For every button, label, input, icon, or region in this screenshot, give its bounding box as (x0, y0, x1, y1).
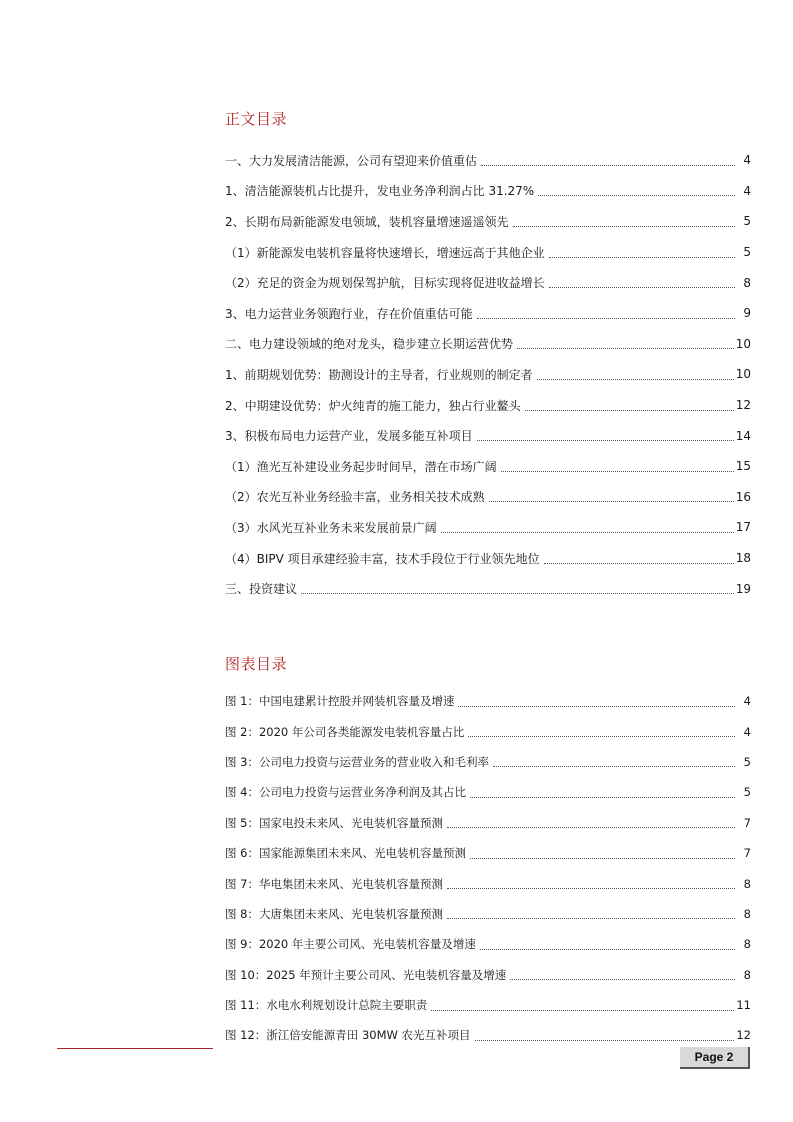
dot-leader (447, 918, 735, 919)
dot-leader (475, 1040, 735, 1041)
toc-entry-page-number: 12 (735, 398, 751, 413)
dot-leader (441, 532, 734, 533)
figure-entry-label: 图 11：水电水利规划设计总院主要职责 (225, 998, 428, 1013)
toc-entry-label: 2、长期布局新能源发电领域，装机容量增速遥遥领先 (225, 214, 509, 229)
toc-entry-label: 一、大力发展清洁能源，公司有望迎来价值重估 (225, 153, 478, 168)
toc-entry-page-number: 10 (735, 336, 751, 351)
dot-leader (470, 797, 735, 798)
toc-entry-page-number: 19 (735, 581, 751, 596)
toc-entry[interactable] (225, 451, 751, 482)
toc-entry-page-number: 14 (735, 428, 751, 443)
figure-entry-page-number: 4 (743, 694, 751, 709)
dot-leader (538, 195, 735, 196)
toc-entry-page-number: 4 (743, 153, 751, 168)
toc-entry[interactable] (225, 237, 751, 268)
toc-entry[interactable] (225, 390, 751, 421)
dot-leader (537, 379, 734, 380)
dot-leader (431, 1010, 734, 1011)
toc-entry-label: 二、电力建设领域的绝对龙头，稳步建立长期运营优势 (225, 337, 514, 352)
dot-leader (468, 736, 735, 737)
figure-entry-label: 图 2：2020 年公司各类能源发电装机容量占比 (225, 724, 465, 739)
dot-leader (544, 563, 734, 564)
figure-entry-page-number: 4 (743, 724, 751, 739)
toc-entry[interactable] (225, 267, 751, 298)
toc-entry-page-number: 16 (735, 489, 751, 504)
figure-entry[interactable] (225, 990, 751, 1020)
toc-entry-label: 3、电力运营业务领跑行业，存在价值重估可能 (225, 306, 473, 321)
toc-entry[interactable] (225, 420, 751, 451)
toc-entry[interactable] (225, 145, 751, 176)
toc-entry-page-number: 17 (735, 520, 751, 535)
dot-leader (501, 471, 734, 472)
dot-leader (480, 949, 735, 950)
figure-entry[interactable] (225, 960, 751, 990)
figure-entry[interactable] (225, 868, 751, 898)
dot-leader (447, 888, 735, 889)
toc-entry-page-number: 10 (735, 367, 751, 382)
page-number-badge: Page 2 (680, 1047, 750, 1069)
figure-entry[interactable] (225, 686, 751, 716)
figure-entry-label: 图 4：公司电力投资与运营业务净利润及其占比 (225, 785, 466, 800)
figure-entry-page-number: 8 (743, 906, 751, 921)
figure-entry-label: 图 9：2020 年主要公司风、光电装机容量及增速 (225, 937, 476, 952)
dot-leader (549, 287, 735, 288)
figure-entry-label: 图 8：大唐集团未来风、光电装机容量预测 (225, 906, 443, 921)
dot-leader (447, 827, 735, 828)
figure-entry[interactable] (225, 716, 751, 746)
toc-entry[interactable] (225, 512, 751, 543)
figure-index-list (225, 686, 751, 1051)
figure-entry-page-number: 5 (743, 785, 751, 800)
toc-entry-page-number: 18 (735, 551, 751, 566)
toc-list (225, 145, 751, 604)
toc-entry[interactable] (225, 298, 751, 329)
figure-entry-page-number: 8 (743, 876, 751, 891)
toc-heading: 正文目录 (225, 110, 288, 128)
toc-entry[interactable] (225, 573, 751, 604)
figure-entry-label: 图 7：华电集团未来风、光电装机容量预测 (225, 876, 443, 891)
dot-leader (470, 858, 735, 859)
toc-entry-page-number: 4 (743, 183, 751, 198)
figure-entry-label: 图 3：公司电力投资与运营业务的营业收入和毛利率 (225, 754, 489, 769)
footer-divider (57, 1048, 213, 1049)
dot-leader (301, 593, 734, 594)
figure-entry-page-number: 5 (743, 754, 751, 769)
toc-entry-label: （2）农光互补业务经验丰富，业务相关技术成熟 (225, 490, 485, 505)
toc-entry-label: 1、前期规划优势：勘测设计的主导者，行业规则的制定者 (225, 367, 533, 382)
figure-entry-label: 图 12：浙江倍安能源青田 30MW 农光互补项目 (225, 1028, 471, 1043)
figure-entry-label: 图 6：国家能源集团未来风、光电装机容量预测 (225, 846, 466, 861)
figure-entry-page-number: 8 (743, 967, 751, 982)
toc-entry[interactable] (225, 206, 751, 237)
figure-entry-label: 图 5：国家电投未来风、光电装机容量预测 (225, 815, 443, 830)
figure-entry-page-number: 8 (743, 937, 751, 952)
toc-entry-label: 2、中期建设优势：炉火纯青的施工能力，独占行业鳌头 (225, 398, 521, 413)
dot-leader (493, 766, 735, 767)
figure-entry[interactable] (225, 747, 751, 777)
dot-leader (477, 440, 734, 441)
figure-entry[interactable] (225, 777, 751, 807)
toc-entry-label: 3、积极布局电力运营产业，发展多能互补项目 (225, 429, 473, 444)
figure-entry-label: 图 10：2025 年预计主要公司风、光电装机容量及增速 (225, 967, 507, 982)
toc-entry-label: （1）新能源发电装机容量将快速增长，增速远高于其他企业 (225, 245, 545, 260)
figure-entry-label: 图 1：中国电建累计控股并网装机容量及增速 (225, 694, 455, 709)
dot-leader (525, 410, 734, 411)
toc-entry-label: （1）渔光互补建设业务起步时间早，潜在市场广阔 (225, 459, 497, 474)
dot-leader (489, 501, 734, 502)
toc-entry-page-number: 9 (743, 306, 751, 321)
figure-entry[interactable] (225, 1020, 751, 1050)
dot-leader (549, 257, 735, 258)
figure-entry[interactable] (225, 929, 751, 959)
toc-entry[interactable] (225, 482, 751, 513)
toc-entry-label: （3）水风光互补业务未来发展前景广阔 (225, 520, 437, 535)
figure-entry[interactable] (225, 899, 751, 929)
toc-entry-page-number: 5 (743, 214, 751, 229)
toc-entry-page-number: 15 (735, 459, 751, 474)
dot-leader (517, 348, 734, 349)
dot-leader (477, 318, 735, 319)
toc-entry[interactable] (225, 359, 751, 390)
toc-entry[interactable] (225, 329, 751, 360)
figure-entry[interactable] (225, 838, 751, 868)
figure-entry[interactable] (225, 808, 751, 838)
toc-entry-label: 三、投资建议 (225, 582, 298, 597)
dot-leader (510, 979, 735, 980)
toc-entry-page-number: 8 (743, 275, 751, 290)
figure-entry-page-number: 7 (743, 846, 751, 861)
figure-entry-page-number: 11 (736, 998, 751, 1013)
toc-entry-label: （4）BIPV 项目承建经验丰富，技术手段位于行业领先地位 (225, 551, 540, 566)
dot-leader (458, 706, 735, 707)
toc-entry[interactable] (225, 176, 751, 207)
toc-entry-label: （2）充足的资金为规划保驾护航，目标实现将促进收益增长 (225, 276, 545, 291)
figure-index-heading: 图表目录 (225, 655, 288, 673)
dot-leader (481, 165, 735, 166)
toc-entry-page-number: 5 (743, 245, 751, 260)
figure-entry-page-number: 12 (736, 1028, 751, 1043)
toc-entry[interactable] (225, 543, 751, 574)
figure-entry-page-number: 7 (743, 815, 751, 830)
dot-leader (513, 226, 735, 227)
toc-entry-label: 1、清洁能源装机占比提升，发电业务净利润占比 31.27% (225, 184, 535, 199)
